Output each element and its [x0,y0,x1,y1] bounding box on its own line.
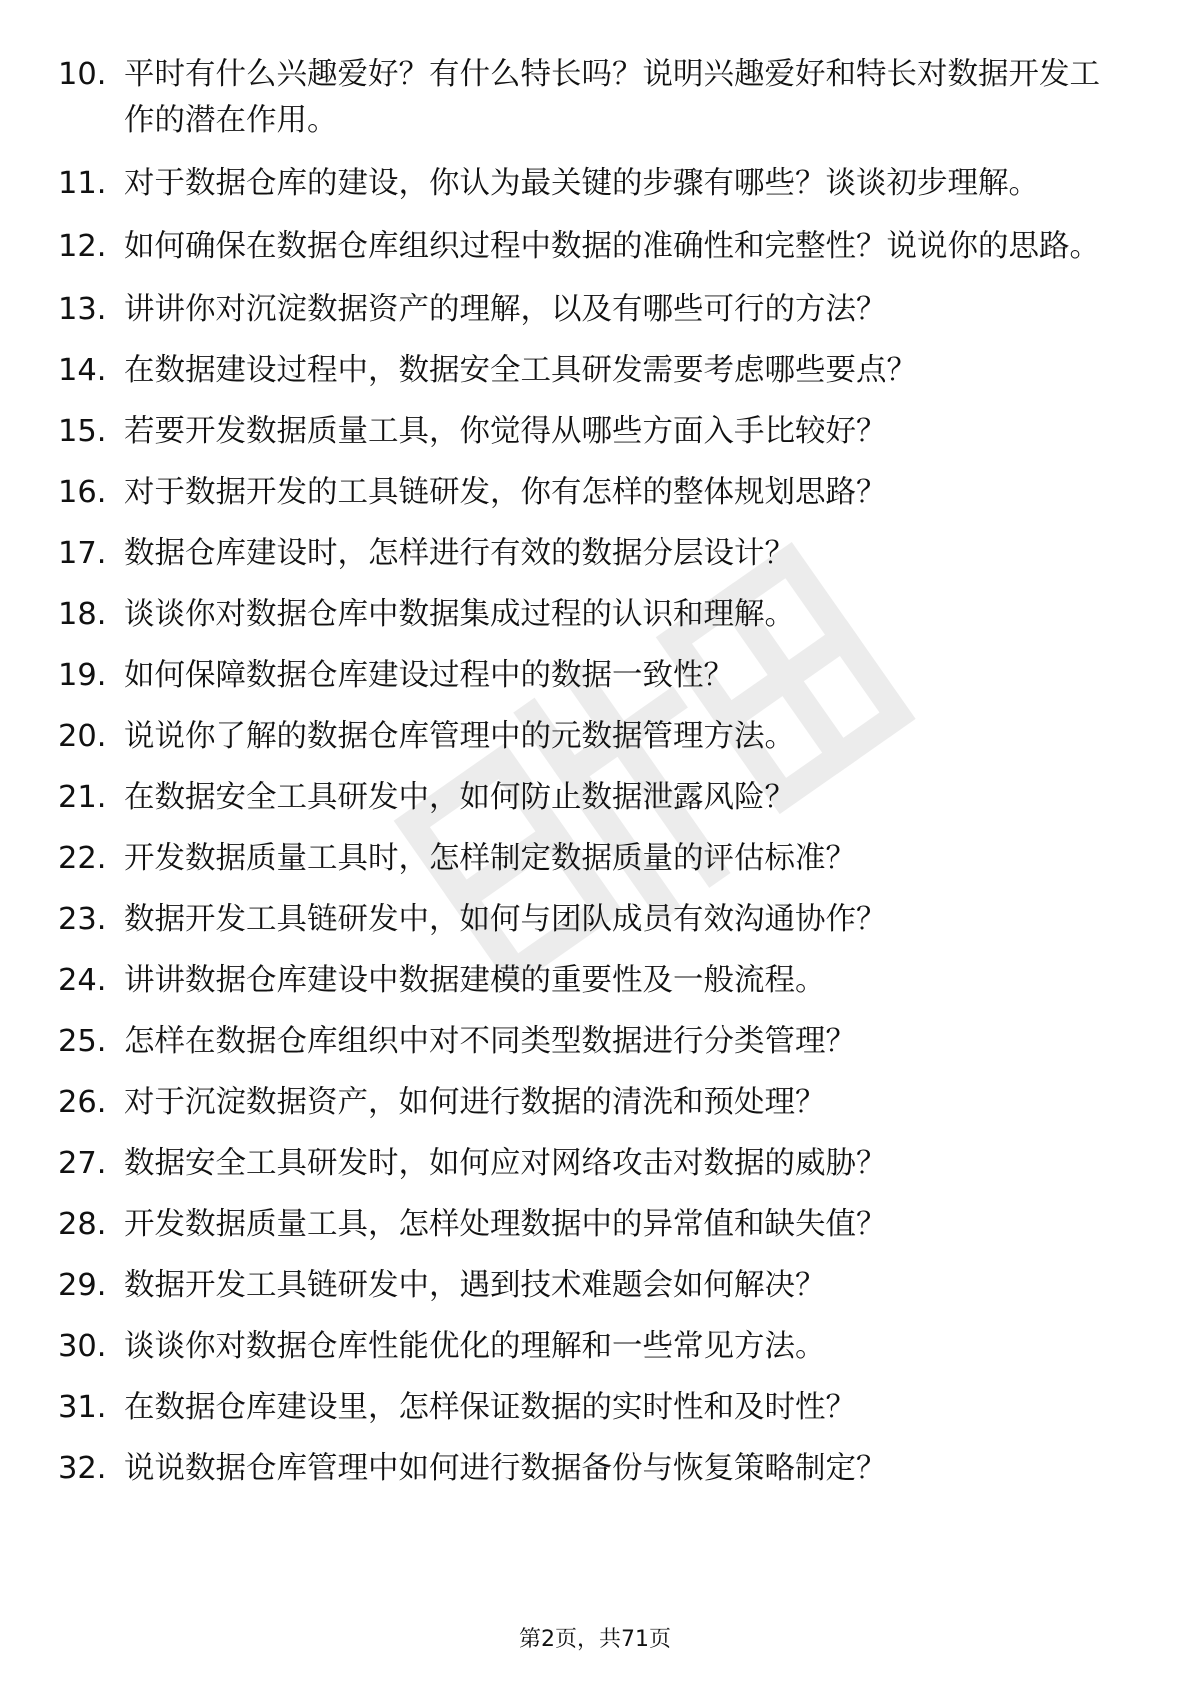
question-text: 如何保障数据仓库建设过程中的数据一致性？ [124,658,734,693]
list-item [58,531,1118,577]
question-number: 12. [58,229,107,264]
list-item [58,1385,1118,1431]
question-number: 20. [58,719,107,754]
list-item [58,1446,1118,1492]
question-text: 在数据仓库建设里，怎样保证数据的实时性和及时性？ [124,1390,856,1425]
question-text: 谈谈你对数据仓库中数据集成过程的认识和理解。 [124,597,795,632]
list-item [58,409,1118,455]
list-item [58,287,1118,333]
question-text: 对于数据仓库的建设，你认为最关键的步骤有哪些？谈谈初步理解。 [124,166,1039,201]
list-item [58,714,1118,760]
page-number: 第2页，共71页 [519,1627,671,1652]
question-list [58,52,1118,1507]
question-text: 数据开发工具链研发中，遇到技术难题会如何解决？ [124,1268,826,1303]
list-item [58,52,1118,144]
question-text: 若要开发数据质量工具，你觉得从哪些方面入手比较好？ [124,414,887,449]
question-text: 数据安全工具研发时，如何应对网络攻击对数据的威胁？ [124,1146,887,1181]
question-number: 24. [58,963,107,998]
question-number: 32. [58,1451,107,1486]
question-number: 18. [58,597,107,632]
question-number: 22. [58,841,107,876]
question-text: 讲讲你对沉淀数据资产的理解，以及有哪些可行的方法？ [124,292,887,327]
question-text: 怎样在数据仓库组织中对不同类型数据进行分类管理？ [124,1024,856,1059]
question-number: 30. [58,1329,107,1364]
list-item [58,1324,1118,1370]
question-text: 讲讲数据仓库建设中数据建模的重要性及一般流程。 [124,963,826,998]
list-item [58,1080,1118,1126]
question-text: 数据仓库建设时，怎样进行有效的数据分层设计？ [124,536,795,571]
question-text: 如何确保在数据仓库组织过程中数据的准确性和完整性？说说你的思路。 [124,229,1100,264]
question-text: 开发数据质量工具时，怎样制定数据质量的评估标准？ [124,841,856,876]
list-item [58,1141,1118,1187]
question-number: 17. [58,536,107,571]
question-number: 23. [58,902,107,937]
question-number: 25. [58,1024,107,1059]
question-text: 谈谈你对数据仓库性能优化的理解和一些常见方法。 [124,1329,826,1364]
question-number: 10. [58,57,107,92]
question-number: 29. [58,1268,107,1303]
list-item [58,161,1118,207]
list-item [58,1263,1118,1309]
list-item [58,1019,1118,1065]
list-item [58,592,1118,638]
question-number: 28. [58,1207,107,1242]
list-item [58,470,1118,516]
question-text: 对于沉淀数据资产，如何进行数据的清洗和预处理？ [124,1085,826,1120]
question-number: 11. [58,166,107,201]
list-item [58,653,1118,699]
question-number: 27. [58,1146,107,1181]
list-item [58,348,1118,394]
question-text: 数据开发工具链研发中，如何与团队成员有效沟通协作？ [124,902,887,937]
question-text: 在数据安全工具研发中，如何防止数据泄露风险？ [124,780,795,815]
question-number: 14. [58,353,107,388]
question-number: 31. [58,1390,107,1425]
list-item [58,958,1118,1004]
question-number: 13. [58,292,107,327]
list-item [58,897,1118,943]
list-item [58,1202,1118,1248]
question-number: 16. [58,475,107,510]
list-item [58,775,1118,821]
question-number: 21. [58,780,107,815]
question-text: 开发数据质量工具，怎样处理数据中的异常值和缺失值？ [124,1207,887,1242]
question-text: 说说你了解的数据仓库管理中的元数据管理方法。 [124,719,795,754]
question-number: 26. [58,1085,107,1120]
question-text: 平时有什么兴趣爱好？有什么特长吗？说明兴趣爱好和特长对数据开发工作的潜在作用。 [124,57,1100,138]
question-text: 在数据建设过程中，数据安全工具研发需要考虑哪些要点？ [124,353,917,388]
list-item [58,836,1118,882]
list-item [58,224,1118,270]
question-text: 对于数据开发的工具链研发，你有怎样的整体规划思路？ [124,475,887,510]
question-number: 15. [58,414,107,449]
question-number: 19. [58,658,107,693]
question-text: 说说数据仓库管理中如何进行数据备份与恢复策略制定？ [124,1451,887,1486]
